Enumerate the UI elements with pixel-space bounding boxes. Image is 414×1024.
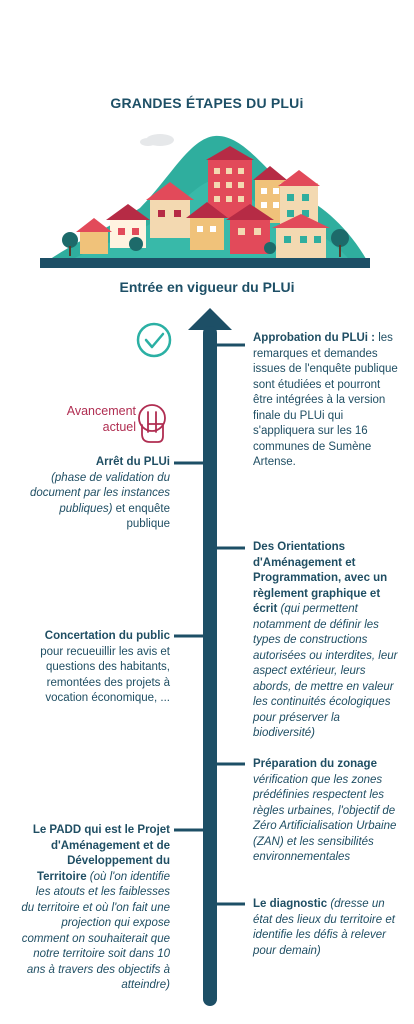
step-approbation: Approbation du PLUi : les remarques et demandes issues de l'enquête publique sont étudiées et pourront être intégrées à la version finale du PLUi qui s'appliquera sur les 16 communes de Sumène Artense. xyxy=(253,332,398,468)
check-circle-icon xyxy=(138,324,170,356)
step-padd: Le PADD qui est le Projet d'Aménagement et de Développement du Territoire (où l'on identifie les atouts et les faiblesses du territoire et où l'on fait une projection qui expose comment on souhaiterait que notre territoire soit dans 10 ans à travers des objectifs à atteindre) xyxy=(21,824,170,991)
page-title: GRANDES ÉTAPES DU PLUi xyxy=(110,95,304,111)
step-diagnostic: Le diagnostic (dresse un état des lieux du territoire et identifie les défis à relever pour demain) xyxy=(253,898,395,957)
current-progress-label: Avancement actuel xyxy=(66,404,136,434)
arrow-up-icon xyxy=(188,308,232,330)
pointing-hand-icon xyxy=(139,405,165,442)
step-oap: Des Orientations d'Aménagement et Programmation, avec un règlement graphique et écrit (qui permettent notamment de définir les types de constructions autorisées ou interdites, leur aspect extérieur, leurs abords, de mettre en valeur les continuités écologiques pour préserver la biodiversité) xyxy=(253,541,398,739)
town-illustration xyxy=(40,118,370,268)
subtitle: Entrée en vigueur du PLUi xyxy=(119,279,295,295)
step-concertation: Concertation du public pour recueuillir les avis et questions des habitants, remontées des projets à vocation économique, ... xyxy=(40,630,170,704)
step-zonage: Préparation du zonage vérification que les zones prédéfinies respectent les règles urbaines, l'objectif de Zéro Artificialisation Urbaine (ZAN) et les sensibilités environnementales xyxy=(253,758,397,863)
step-arret: Arrêt du PLUi (phase de validation du document par les instances publiques) et enquête publique xyxy=(30,456,170,530)
